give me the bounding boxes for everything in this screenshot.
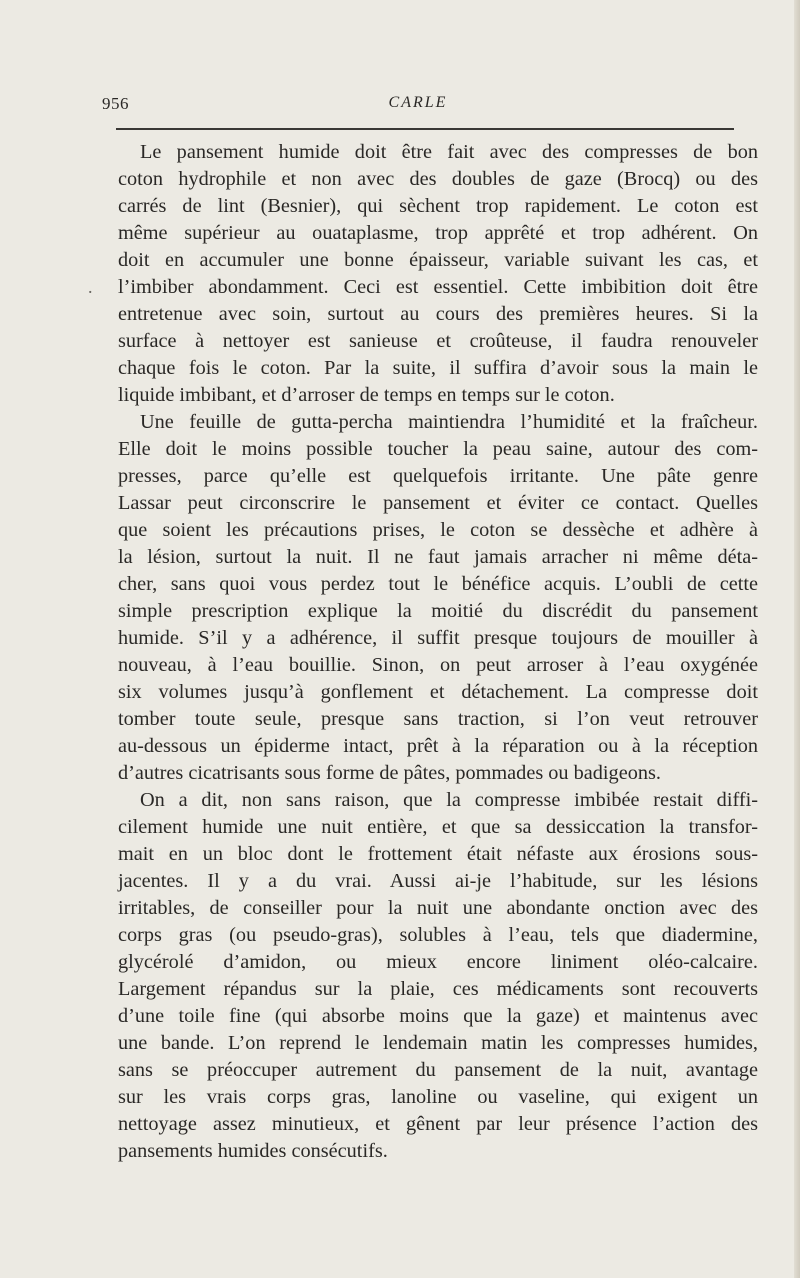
text-line: pansements humides consécutifs. — [118, 1140, 388, 1162]
text-line: surface à nettoyer est sanieuse et croûteuse, il faudra renouveler — [118, 330, 758, 352]
text-line: au-dessous un épiderme intact, prêt à la réparation ou à la réception — [118, 735, 758, 757]
text-line: cher, sans quoi vous perdez tout le bénéfice acquis. L’oubli de cette — [118, 573, 758, 595]
text-line: doit en accumuler une bonne épaisseur, variable suivant les cas, et — [118, 249, 758, 271]
header-rule — [116, 128, 734, 130]
text-line: sur les vrais corps gras, lanoline ou vaseline, qui exigent un — [118, 1086, 758, 1108]
text-line: liquide imbibant, et d’arroser de temps en temps sur le coton. — [118, 384, 615, 406]
text-line: Lassar peut circonscrire le pansement et éviter ce contact. Quelles — [118, 492, 758, 514]
text-line: Elle doit le moins possible toucher la peau saine, autour des com- — [118, 438, 758, 460]
text-line: tomber toute seule, presque sans traction, si l’on veut retrouver — [118, 708, 758, 730]
text-line: On a dit, non sans raison, que la compresse imbibée restait diffi- — [140, 789, 758, 811]
text-line: cilement humide une nuit entière, et que sa dessiccation la transfor- — [118, 816, 758, 838]
text-line: d’une toile fine (qui absorbe moins que la gaze) et maintenus avec — [118, 1005, 758, 1027]
text-line: mait en un bloc dont le frottement était néfaste aux érosions sous- — [118, 843, 758, 865]
page-edge — [794, 0, 800, 1278]
text-line: carrés de lint (Besnier), qui sèchent trop rapidement. Le coton est — [118, 195, 758, 217]
running-title: CARLE — [388, 94, 448, 111]
text-line: Une feuille de gutta-percha maintiendra l’humidité et la fraîcheur. — [140, 411, 758, 433]
text-line: irritables, de conseiller pour la nuit une abondante onction avec des — [118, 897, 758, 919]
running-head — [102, 94, 734, 118]
text-line: chaque fois le coton. Par la suite, il suffira d’avoir sous la main le — [118, 357, 758, 379]
text-line: la lésion, surtout la nuit. Il ne faut jamais arracher ni même déta- — [118, 546, 758, 568]
text-line: jacentes. Il y a du vrai. Aussi ai-je l’habitude, sur les lésions — [118, 870, 758, 892]
text-line: presses, parce qu’elle est quelquefois irritante. Une pâte genre — [118, 465, 758, 487]
body-text — [118, 139, 758, 1165]
text-line: entretenue avec soin, surtout au cours des premières heures. Si la — [118, 303, 758, 325]
text-line: nettoyage assez minutieux, et gênent par leur présence l’action des — [118, 1113, 758, 1135]
text-line: sans se préoccuper autrement du pansement de la nuit, avantage — [118, 1059, 758, 1081]
text-line: six volumes jusqu’à gonflement et détachement. La compresse doit — [118, 681, 758, 703]
text-line: humide. S’il y a adhérence, il suffit presque toujours de mouiller à — [118, 627, 758, 649]
text-line: l’imbiber abondamment. Ceci est essentiel. Cette imbibition doit être — [118, 276, 758, 298]
text-line: corps gras (ou pseudo-gras), solubles à l’eau, tels que diadermine, — [118, 924, 758, 946]
text-line: même supérieur au ouataplasme, trop apprêté et trop adhérent. On — [118, 222, 758, 244]
text-line: nouveau, à l’eau bouillie. Sinon, on peut arroser à l’eau oxygénée — [118, 654, 758, 676]
text-line: Largement répandus sur la plaie, ces médicaments sont recouverts — [118, 978, 758, 1000]
text-line: Le pansement humide doit être fait avec des compresses de bon — [140, 141, 758, 163]
text-line: une bande. L’on reprend le lendemain matin les compresses humides, — [118, 1032, 758, 1054]
page-number: 956 — [102, 94, 129, 113]
text-line: coton hydrophile et non avec des doubles de gaze (Brocq) ou des — [118, 168, 758, 190]
margin-mark: . — [88, 277, 93, 297]
text-line: simple prescription explique la moitié du discrédit du pansement — [118, 600, 758, 622]
text-line: glycérolé d’amidon, ou mieux encore liniment oléo-calcaire. — [118, 951, 758, 973]
text-line: d’autres cicatrisants sous forme de pâtes, pommades ou badigeons. — [118, 762, 661, 784]
text-line: que soient les précautions prises, le coton se dessèche et adhère à — [118, 519, 758, 541]
